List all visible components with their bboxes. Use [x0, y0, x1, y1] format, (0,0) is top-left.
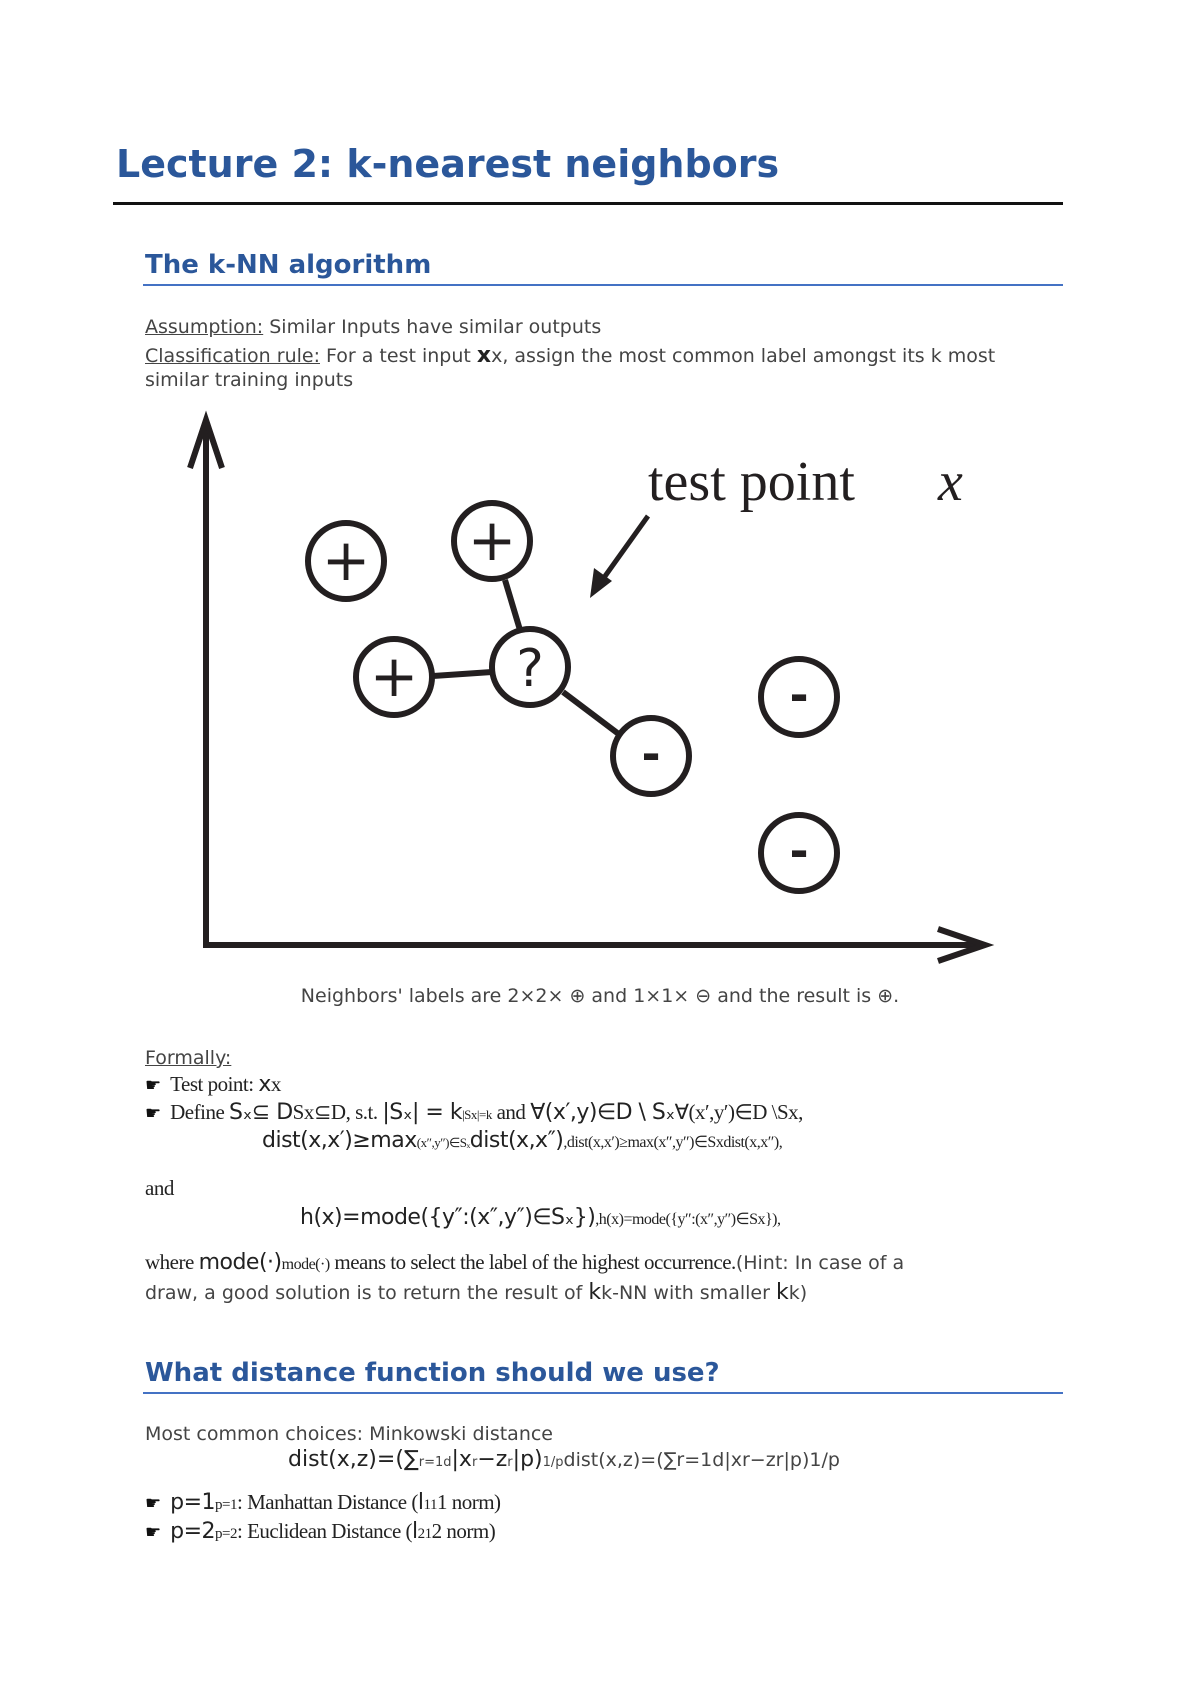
math: dist(x,x″) [469, 1128, 564, 1153]
hint-text: ) [799, 1282, 808, 1304]
minus-label: - [789, 824, 809, 878]
mode-explanation [145, 1250, 904, 1275]
math-fallback: k [601, 1282, 613, 1304]
math-sub: r [507, 1455, 513, 1470]
bullet-text: Test point: [170, 1072, 259, 1096]
math: x [258, 1072, 271, 1097]
neighbor-edge [563, 692, 620, 735]
hand-pointer-icon: ☛ [145, 1493, 161, 1513]
math: dist(x,z)=(∑ [288, 1447, 419, 1472]
hint-line [145, 1280, 807, 1305]
math-fallback: p=2 [215, 1526, 238, 1542]
math: ∀(x′,y)∈D \ Sₓ [530, 1100, 675, 1125]
formally-label: Formally: [145, 1047, 232, 1069]
annotation-arrow [598, 516, 648, 586]
math-x-fallback: x [491, 345, 503, 367]
rule-text-line3: similar training inputs [145, 369, 354, 391]
math: k [775, 1280, 789, 1305]
math: k [588, 1280, 602, 1305]
section-heading-distance: What distance function should we use? [145, 1358, 720, 1388]
plus-label: + [467, 506, 517, 574]
text: : Euclidean Distance ( [237, 1519, 413, 1543]
math-fallback: ,dist(x,x′)≥max(x″,y″)∈Sxdist(x,x″), [563, 1134, 783, 1151]
bullet-text: , s.t. [345, 1100, 383, 1124]
math-fallback: |Sx|=k [462, 1107, 492, 1122]
math: Sₓ⊆ D [229, 1100, 293, 1125]
math: h(x)=mode({y″:(x″,y″)∈Sₓ}) [300, 1205, 596, 1230]
math-x: x [476, 343, 492, 368]
math-sub: r=1 [418, 1455, 444, 1470]
text: 1 norm) [436, 1490, 501, 1514]
text: where [145, 1250, 199, 1274]
text: 2 norm) [431, 1519, 496, 1543]
rule-label: Classification rule: [145, 345, 320, 367]
hand-pointer-icon: ☛ [145, 1075, 161, 1095]
assumption-text: Similar Inputs have similar outputs [263, 316, 602, 338]
hint-text: (Hint: In case of a [735, 1252, 905, 1274]
bullet-euclidean [145, 1519, 495, 1544]
math-fallback: k [788, 1282, 800, 1304]
query-label: ? [516, 639, 544, 699]
test-point-annotation: test point [648, 451, 855, 513]
math-fallback: Sx⊆D [292, 1100, 346, 1124]
minus-label: - [789, 668, 809, 722]
math: p=2 [170, 1519, 216, 1544]
math-fallback: ,h(x)=mode({y″:(x″,y″)∈Sx}), [595, 1211, 781, 1228]
bullet-define [145, 1100, 803, 1125]
math: l [412, 1519, 418, 1544]
rule-text: For a test input [319, 345, 477, 367]
math-fallback: mode(·) [281, 1256, 330, 1273]
bullet-manhattan [145, 1490, 501, 1515]
and-text: and [145, 1176, 174, 1200]
math-fallback: dist(x,z)=(∑r=1d|xr−zr|p)1/p [563, 1449, 840, 1471]
plus-label: + [321, 526, 371, 594]
minkowski-intro: Most common choices: Minkowski distance [145, 1423, 553, 1445]
math-fallback: x [270, 1072, 281, 1096]
bullet-text: Define [170, 1100, 230, 1124]
hand-pointer-icon: ☛ [145, 1103, 161, 1123]
bullet-text: and [491, 1100, 531, 1124]
math: |x [451, 1447, 472, 1472]
math-sup: d [443, 1455, 452, 1470]
equation-dist-max [262, 1128, 782, 1153]
bullet-test-point [145, 1072, 281, 1097]
math-fallback: 1 [424, 1526, 432, 1542]
math-fallback: 1 [423, 1497, 430, 1513]
test-point-variable: x [938, 451, 963, 513]
rule-text-cont: , assign the most common label amongst its k most [502, 345, 996, 367]
minus-label: - [641, 727, 661, 781]
math: dist(x,x′)≥max [262, 1128, 417, 1153]
math: mode(·) [198, 1250, 282, 1275]
math-sub: r [471, 1455, 478, 1470]
math: |Sₓ| = k [382, 1100, 463, 1125]
math: −z [477, 1447, 508, 1472]
math-sub: (x″,y″)∈Sₓ [416, 1135, 470, 1150]
hand-pointer-icon: ☛ [145, 1522, 161, 1542]
math: l [417, 1490, 424, 1515]
equation-mode [300, 1205, 780, 1230]
figure-caption: Neighbors' labels are 2×2× ⊕ and 1×1× ⊖ and the result is ⊕. [300, 985, 900, 1007]
math-fallback: 2 [417, 1526, 425, 1542]
neighbor-edge [433, 672, 492, 676]
section-divider [143, 1392, 1063, 1394]
knn-diagram [0, 400, 1200, 980]
math-fallback: 1 [429, 1497, 437, 1513]
text: : Manhattan Distance ( [237, 1490, 418, 1514]
hint-text: draw, a good solution is to return the result of [145, 1282, 589, 1304]
title-divider [113, 202, 1063, 205]
section-divider [143, 284, 1063, 286]
math-fallback: ∀(x′,y′)∈D \Sx, [674, 1100, 803, 1124]
assumption-label: Assumption: [145, 316, 264, 338]
text: means to select the label of the highest occurrence. [329, 1250, 736, 1274]
math-fallback: p=1 [215, 1497, 238, 1513]
math: |p) [512, 1447, 543, 1472]
plus-label: + [369, 642, 419, 710]
neighbor-edge [505, 580, 520, 630]
hint-text: -NN with smaller [612, 1282, 776, 1304]
page-title: Lecture 2: k-nearest neighbors [116, 142, 780, 186]
math-sup: 1/p [542, 1455, 564, 1470]
assumption-line [145, 316, 601, 338]
minkowski-equation [288, 1447, 840, 1472]
classification-rule-line [145, 343, 995, 368]
math: p=1 [170, 1490, 216, 1515]
section-heading-knn: The k-NN algorithm [145, 250, 432, 280]
